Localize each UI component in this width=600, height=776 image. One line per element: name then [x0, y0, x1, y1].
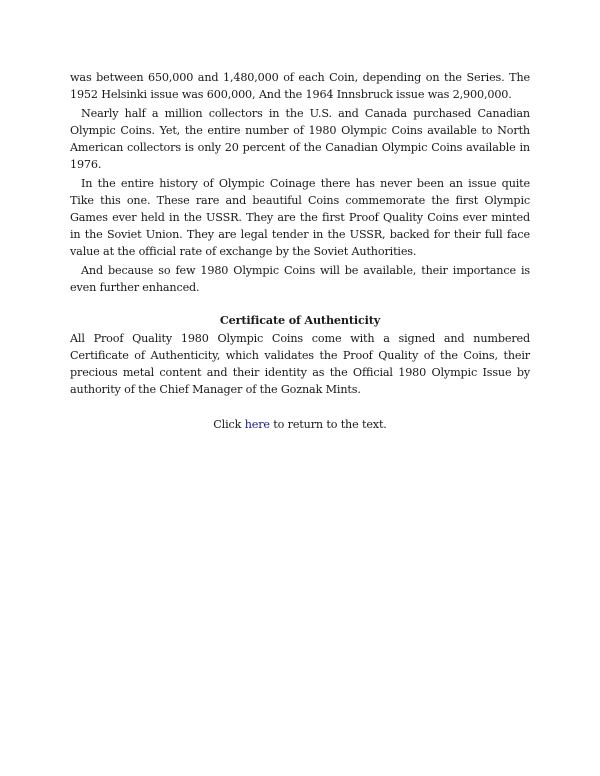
paragraph-importance: And because so few 1980 Olympic Coins will be available, their importance is even further enhanced.	[70, 264, 530, 294]
certificate-paragraph: All Proof Quality 1980 Olympic Coins come with a signed and numbered Certificate of Authenticity, which validates the Proof Quality of the Coins, their precious metal content and their identity as the Official 1980 Olympic Issue by authority of the Chief Manager of the Goznak Mints.	[70, 332, 530, 396]
paragraph-history: In the entire history of Olympic Coinage there has never been an issue quite Tike this one. These rare and beautiful Coins commemorate the first Olympic Games ever held in the USSR. They are the first Proof Quality Coins ever minted in the Soviet Union. They are legal tender in the USSR, backed for their full face value at the official rate of exchange by the Soviet Authorities.	[70, 177, 530, 258]
return-link[interactable]: here	[244, 418, 270, 431]
return-suffix: to return to the text.	[269, 418, 387, 431]
paragraph-issue-sizes: was between 650,000 and 1,480,000 of each Coin, depending on the Series. The 1952 Helsinki issue was 600,000, And the 1964 Innsbruck issue was 2,900,000.	[70, 71, 530, 101]
return-prefix: Click	[213, 418, 245, 431]
paragraph-collectors: Nearly half a million collectors in the U.S. and Canada purchased Canadian Olympic Coins. Yet, the entire number of 1980 Olympic Coins available to North American collectors is only 20 percent of the Canadian Olympic Coins available in 1976.	[70, 107, 530, 171]
document-body	[70, 69, 530, 444]
certificate-heading: Certificate of Authenticity	[219, 313, 381, 327]
return-line	[70, 416, 530, 433]
